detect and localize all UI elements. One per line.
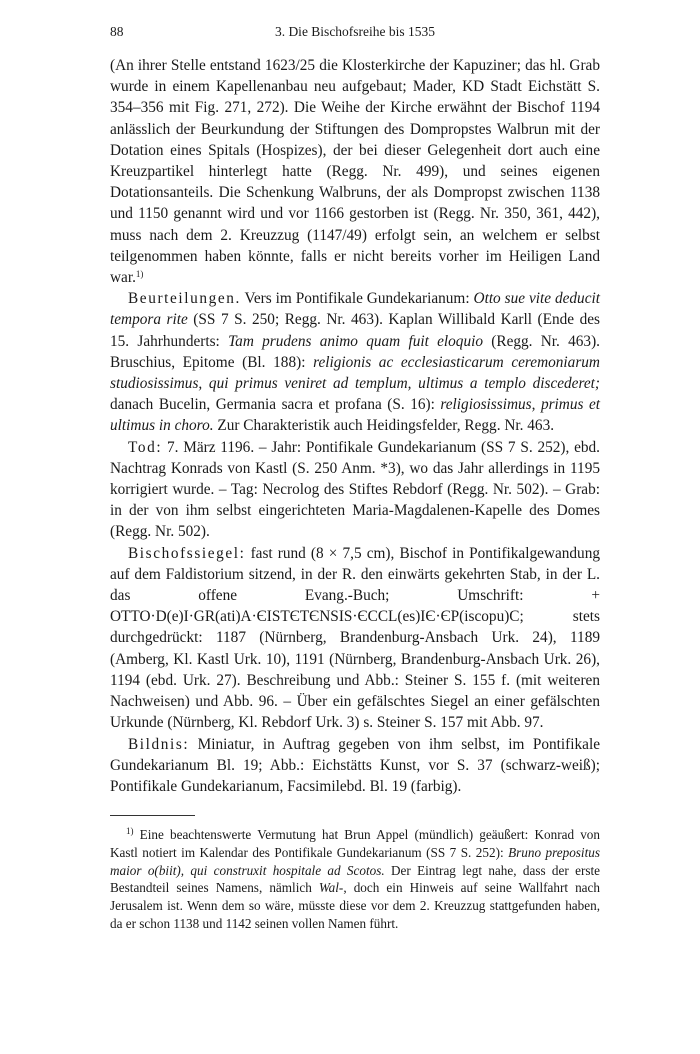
footnote-separator [110,815,195,816]
paragraph-bildnis [110,734,600,798]
latin-quote: religionis ac ecclesiasticarum ceremoniarum studiosissimus, qui primus veniret ad templum, ultimus a templo discederet; [110,353,600,393]
footnote-reference: 1) [135,269,144,280]
paragraph-church-text: (An ihrer Stelle entstand 1623/25 die Klosterkirche der Kapuziner; das hl. Grab wurde in einem Kapellenanbau neu aufgebaut; Mader, KD Stadt Eichstätt S. 354–356 mit Fig. 271, 272). Die Weihe der Kirche erwähnt der Bischof 1194 anlässlich der Beurkundung der Stiftungen des Dompropstes Walbrun mit der Dotation eines Spitals (Hospizes), der bei dieser Gelegenheit dort auch eine Kreuzpartikel hinterlegt hatte (Regg. Nr. 499), und seines eigenen Dotationsanteils. Die Schenkung Walbruns, der als Dompropst zwischen 1138 und 1150 genannt wird und vor 1166 gestorben ist (Regg. Nr. 350, 361, 442), muss nach dem 2. Kreuzzug (1147/49) erfolgt sein, an welchem er selbst teilgenommen haben könnte, falls er nicht bereits vorher im Heiligen Land war. [110,57,600,287]
section-heading-bildnis: Bildnis: [128,735,190,753]
text-run: fast rund (8 × 7,5 cm), Bischof in Pontifikalgewandung auf dem Faldistorium sitzend, in der R. den einwärts gekehrten Stab, in der L. das offene Evang.-Buch; Umschrift: + OTTO·D(e)I·GR(ati)A·ЄISTЄTЄNSIS·ЄCCL(es)IЄ·ЄP(iscopu)C; stets durchgedrückt: 1187 (Nürnberg, Brandenburg-Ansbach Urk. 24), 1189 (Amberg, Kl. Kastl Urk. 10), 1191 (Nürnberg, Brandenburg-Ansbach Urk. 26), 1194 (ebd. Urk. 27). Beschreibung und Abb.: Steiner S. 155 f. (mit weiteren Nachweisen) und Abb. 96. – Über ein gefälschtes Siegel an einer gefälschten Urkunde (Nürnberg, Kl. Rebdorf Urk. 3) s. Steiner S. 157 mit Abb. 97. [110,544,600,732]
page-number: 88 [110,24,124,39]
paragraph-tod [110,437,600,543]
latin-quote: religiosissimus, primus et ultimus in choro. [110,396,600,435]
latin-quote: Otto sue vite deducit tempora rite [110,290,600,329]
section-heading-beurteilungen: Beurteilungen. [128,290,241,308]
text-run: , doch ein Hinweis auf seine Wallfahrt nach Jerusalem ist. Wenn dem so wäre, müsste diese vor dem 2. Kreuzzug stattgefunden haben, da er schon 1138 und 1142 seinen vollen Namen führt. [110,880,600,931]
footnote-mark: 1) [126,826,134,836]
running-title: 3. Die Bischofsreihe bis 1535 [274,24,436,39]
text-run: Miniatur, in Auftrag gegeben von ihm selbst, im Pontifikale Gundekarianum Bl. 19; Abb.: Eichstätts Kunst, vor S. 37 (schwarz-weiß); Pontifikale Gundekarianum, Facsimilebd. Bl. 19 (farbig). [110,735,600,795]
text-run: Zur Charakteristik auch Heidingsfelder, Regg. Nr. 463. [213,417,555,435]
paragraph-beurteilungen [110,288,600,436]
page-header [110,24,600,44]
section-heading-bischofssiegel: Bischofssiegel: [128,544,246,562]
text-run: Eine beachtenswerte Vermutung hat Brun Appel (mündlich) geäußert: Konrad von Kastl notiert im Kalendar des Pontifikale Gundekarianum (SS 7 S. 252): [110,827,600,860]
main-text [110,55,600,797]
paragraph-church [110,55,600,288]
text-run: Der Eintrag legt nahe, dass der erste Bestandteil seines Namens, nämlich [110,862,600,896]
footnote [110,826,600,933]
text-run: (SS 7 S. 250; Regg. Nr. 463). Kaplan Willibald Karll (Ende des 15. Jahrhunderts: [110,311,600,350]
text-run: Vers im Pontifikale Gundekarianum: [240,290,474,308]
text-run: 7. März 1196. – Jahr: Pontifikale Gundekarianum (SS 7 S. 252), ebd. Nachtrag Konrads von Kastl (S. 250 Anm. *3), wo das Jahr allerdings in 1195 korrigiert wurde. – Tag: Necrolog des Stiftes Rebdorf (Regg. Nr. 502). – Grab: in der von ihm selbst eingerichteten Maria-Magdalenen-Kapelle des Domes (Regg. Nr. 502). [110,438,600,541]
text-run: (Regg. Nr. 463). Bruschius, Epitome (Bl. 188): [110,332,601,371]
latin-quote: Bruno prepositus maior o(biit), qui construxit hospitale ad Scotos. [110,844,600,878]
section-heading-tod: Tod: [128,438,163,456]
latin-quote: Tam prudens animo quam fuit eloquio [228,332,484,350]
text-run: danach Bucelin, Germania sacra et profana (S. 16): [110,396,441,414]
paragraph-bischofssiegel [110,543,600,734]
latin-quote: Wal- [318,880,344,896]
